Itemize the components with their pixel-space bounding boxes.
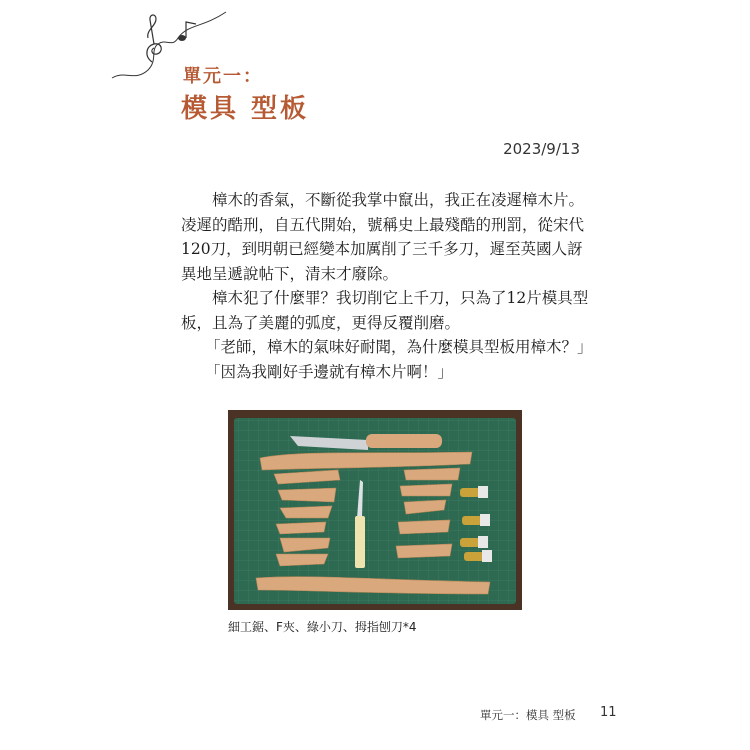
paragraph: 樟木的香氣，不斷從我掌中竄出，我正在凌遲樟木片。凌遲的酷刑，自五代開始，號稱史上最殘酷的刑罰，從宋代120刀，到明朝已經變本加厲削了三千多刀，遲至英國人訝異地呈遞說帖下，清末才廢除。 xyxy=(181,191,585,283)
tools-photo-illustration xyxy=(228,410,522,610)
title-part-2: 型板 xyxy=(251,94,310,124)
date: 2023/9/13 xyxy=(503,140,580,158)
page-number: 11 xyxy=(600,705,617,720)
tools-photo xyxy=(228,410,522,610)
title-part-1: 模具 xyxy=(181,94,240,124)
unit-label: 單元一： xyxy=(183,66,263,87)
page-title xyxy=(181,88,309,125)
photo-caption: 細工鋸、F夾、綠小刀、拇指刨刀*4 xyxy=(228,620,417,634)
running-footer-title: 單元一：模具 型板 xyxy=(480,708,576,722)
quote-paragraph: 「老師，樟木的氣味好耐聞，為什麼模具型板用樟木？」 xyxy=(205,338,593,356)
paragraph: 樟木犯了什麼罪？我切削它上千刀，只為了12片模具型板，且為了美麗的弧度，更得反覆削磨。 xyxy=(181,289,589,332)
body-text xyxy=(181,188,591,384)
quote-paragraph: 「因為我剛好手邊就有樟木片啊！」 xyxy=(205,362,454,381)
